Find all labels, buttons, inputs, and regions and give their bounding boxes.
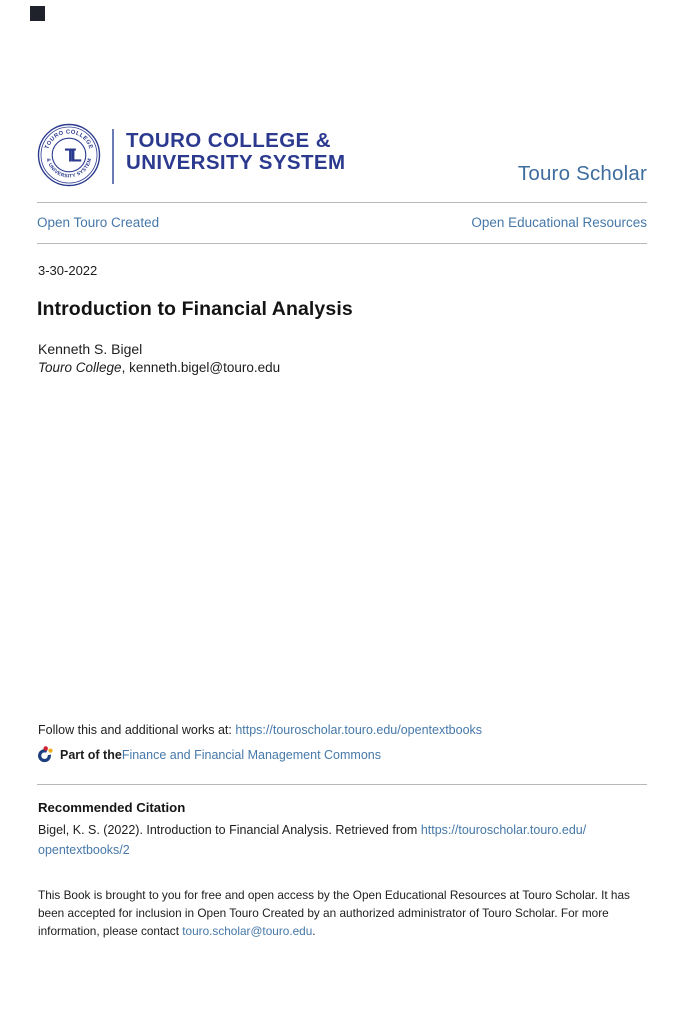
series-link[interactable]: Open Educational Resources <box>471 215 647 230</box>
footer-body: This Book is brought to you for free and open access by the Open Educational Resources at Touro Scholar. It has been accepted for inclusion in Open Touro Created by an authorized administrator of Touro Scholar. For more information, please contact <box>38 888 630 938</box>
citation-url-link-continued[interactable]: opentextbooks/2 <box>38 843 130 857</box>
collection-link[interactable]: Open Touro Created <box>37 215 160 230</box>
collection-nav <box>37 215 647 230</box>
wordmark-line-2: UNIVERSITY SYSTEM <box>126 151 346 174</box>
seal-monogram: TL <box>64 144 77 166</box>
corner-marker <box>30 6 45 21</box>
part-of-commons-line <box>37 746 381 763</box>
wordmark-line-1: TOURO COLLEGE & <box>126 129 331 152</box>
follow-works-url-link[interactable]: https://touroscholar.touro.edu/opentextbooks <box>235 723 483 737</box>
digital-commons-network-icon <box>37 746 54 763</box>
citation-body: Bigel, K. S. (2022). Introduction to Financial Analysis. Retrieved from <box>38 823 421 837</box>
author-name: Kenneth S. Bigel <box>38 341 143 357</box>
citation-url-link[interactable]: https://touroscholar.touro.edu/ <box>420 823 587 837</box>
citation-text <box>38 820 642 860</box>
seal-top-text: TOURO COLLEGE <box>44 129 94 151</box>
part-of-label: Part of the <box>60 747 122 762</box>
touro-seal-icon <box>37 123 101 187</box>
logo-divider <box>112 129 114 184</box>
publication-date: 3-30-2022 <box>38 263 98 278</box>
site-title-link[interactable]: Touro Scholar <box>517 162 647 185</box>
divider-rule-top <box>37 202 647 203</box>
author-email: , kenneth.bigel@touro.edu <box>121 360 281 375</box>
repository-header <box>37 122 647 192</box>
footer-period: . <box>312 924 316 938</box>
affiliation-institution: Touro College <box>38 360 122 375</box>
divider-rule-citation <box>37 784 647 785</box>
footer-statement <box>38 886 642 940</box>
commons-link[interactable]: Finance and Financial Management Commons <box>121 747 381 762</box>
document-title: Introduction to Financial Analysis <box>37 298 353 320</box>
contact-email-link[interactable]: touro.scholar@touro.edu <box>182 924 313 938</box>
logo-wordmark <box>126 122 345 174</box>
divider-rule-nav <box>37 243 647 244</box>
author-affiliation <box>38 360 280 375</box>
seal-bottom-text: & UNIVERSITY SYSTEM <box>44 157 94 180</box>
follow-works-line <box>38 723 482 737</box>
recommended-citation-heading: Recommended Citation <box>38 800 186 815</box>
follow-works-label: Follow this and additional works at: <box>38 723 236 737</box>
